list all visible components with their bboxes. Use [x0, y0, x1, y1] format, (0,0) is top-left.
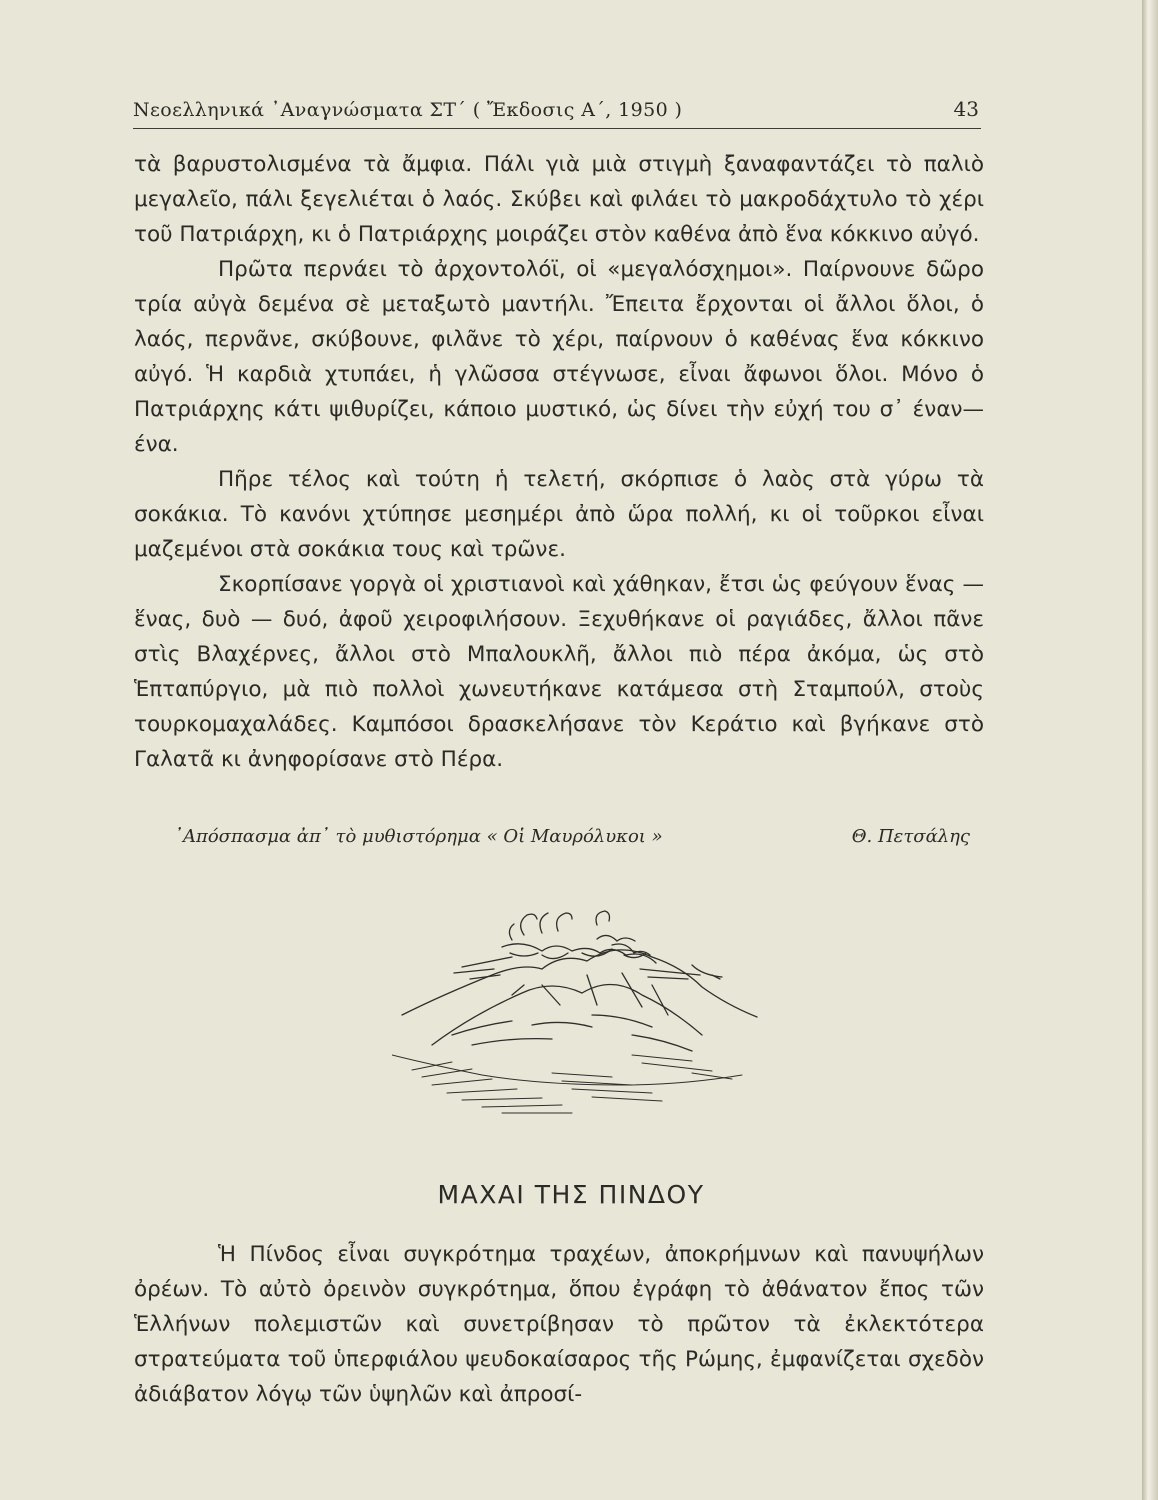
section-title: ΜΑΧΑΙ ΤΗΣ ΠΙΝΔΟΥ [437, 1180, 705, 1209]
mountain-landscape-icon [392, 895, 772, 1135]
running-title: Νεοελληνικά ᾿Αναγνώσματα ΣΤ΄ ( Ἔκδοσις Α΄, 1950 ) [133, 99, 683, 121]
source-citation: ᾿Απόσπασμα ἀπ᾿ τὸ μυθιστόρημα « Οἱ Μαυρόλυκοι » [174, 826, 663, 847]
source-attribution [174, 826, 970, 847]
paragraph: Σκορπίσανε γοργὰ οἱ χριστιανοὶ καὶ χάθηκαν, ἔτσι ὡς φεύγουν ἕνας — ἕνας, δυὸ — δυό, ἀφοῦ χειροφιλήσουν. Ξεχυθήκανε οἱ ραγιάδες, ἄλλοι πᾶνε στὶς Βλαχέρνες, ἄλλοι στὸ Μπαλουκλῆ, ἄλλοι πιὸ πέρα ἀκόμα, ὡς στὸ Ἑπταπύργιο, μὰ πιὸ πολλοὶ χωνευτήκανε κατάμεσα στὴ Σταμπούλ, στοὺς τουρκομαχαλάδες. Καμπόσοι δρασκελήσανε τὸν Κεράτιο καὶ βγήκανε στὸ Γαλατᾶ κι ἀνηφορίσανε στὸ Πέρα. [134, 572, 984, 772]
page-edge [1142, 0, 1158, 1500]
passage-text [134, 1237, 984, 1412]
page-number: 43 [953, 97, 979, 121]
paragraph: τὰ βαρυστολισμένα τὰ ἄμφια. Πάλι γιὰ μιὰ στιγμὴ ξαναφαντάζει τὸ παλιὸ μεγαλεῖο, πάλι ξεγελιέται ὁ λαός. Σκύβει καὶ φιλάει τὸ μακροδάχτυλο τὸ χέρι τοῦ Πατριάρχη, κι ὁ Πατριάρχης μοιράζει στὸν καθένα ἀπὸ ἕνα κόκκινο αὐγό. [134, 152, 984, 247]
author-name: Θ. Πετσάλης [851, 826, 970, 847]
paragraph: Πρῶτα περνάει τὸ ἀρχοντολόϊ, οἱ «μεγαλόσχημοι». Παίρνουνε δῶρο τρία αὐγὰ δεμένα σὲ μεταξωτὸ μαντήλι. Ἔπειτα ἔρχονται οἱ ἄλλοι ὅλοι, ὁ λαός, περνᾶνε, σκύβουνε, φιλᾶνε τὸ χέρι, παίρνουν ὁ καθένας ἕνα κόκκινο αὐγό. Ἡ καρδιὰ χτυπάει, ἡ γλῶσσα στέγνωσε, εἶναι ἄφωνοι ὅλοι. Μόνο ὁ Πατριάρχης κάτι ψιθυρίζει, κάποιο μυστικό, ὡς δίνει τὴν εὐχή του σ᾿ έναν—ένα. [134, 257, 984, 457]
paragraph: Πῆρε τέλος καὶ τούτη ἡ τελετή, σκόρπισε ὁ λαὸς στὰ γύρω τὰ σοκάκια. Τὸ κανόνι χτύπησε μεσημέρι ἀπὸ ὥρα πολλή, κι οἱ τοῦρκοι εἶναι μαζεμένοι στὰ σοκάκια τους καὶ τρῶνε. [134, 467, 984, 562]
paragraph: Ἡ Πίνδος εἶναι συγκρότημα τραχέων, ἀποκρήμνων καὶ πανυψήλων ὀρέων. Τὸ αὐτὸ ὀρεινὸν συγκρότημα, ὅπου ἐγράφη τὸ ἀθάνατον ἔπος τῶν Ἑλλήνων πολεμιστῶν καὶ συνετρίβησαν τὸ πρῶτον τὰ ἐκλεκτότερα στρατεύματα τοῦ ὑπερφιάλου ψευδοκαίσαρος τῆς Ρώμης, ἐμφανίζεται σχεδὸν ἀδιάβατον λόγῳ τῶν ὑψηλῶν καὶ ἀπροσί- [134, 1242, 984, 1407]
running-head [133, 96, 981, 129]
passage-text [134, 147, 984, 777]
